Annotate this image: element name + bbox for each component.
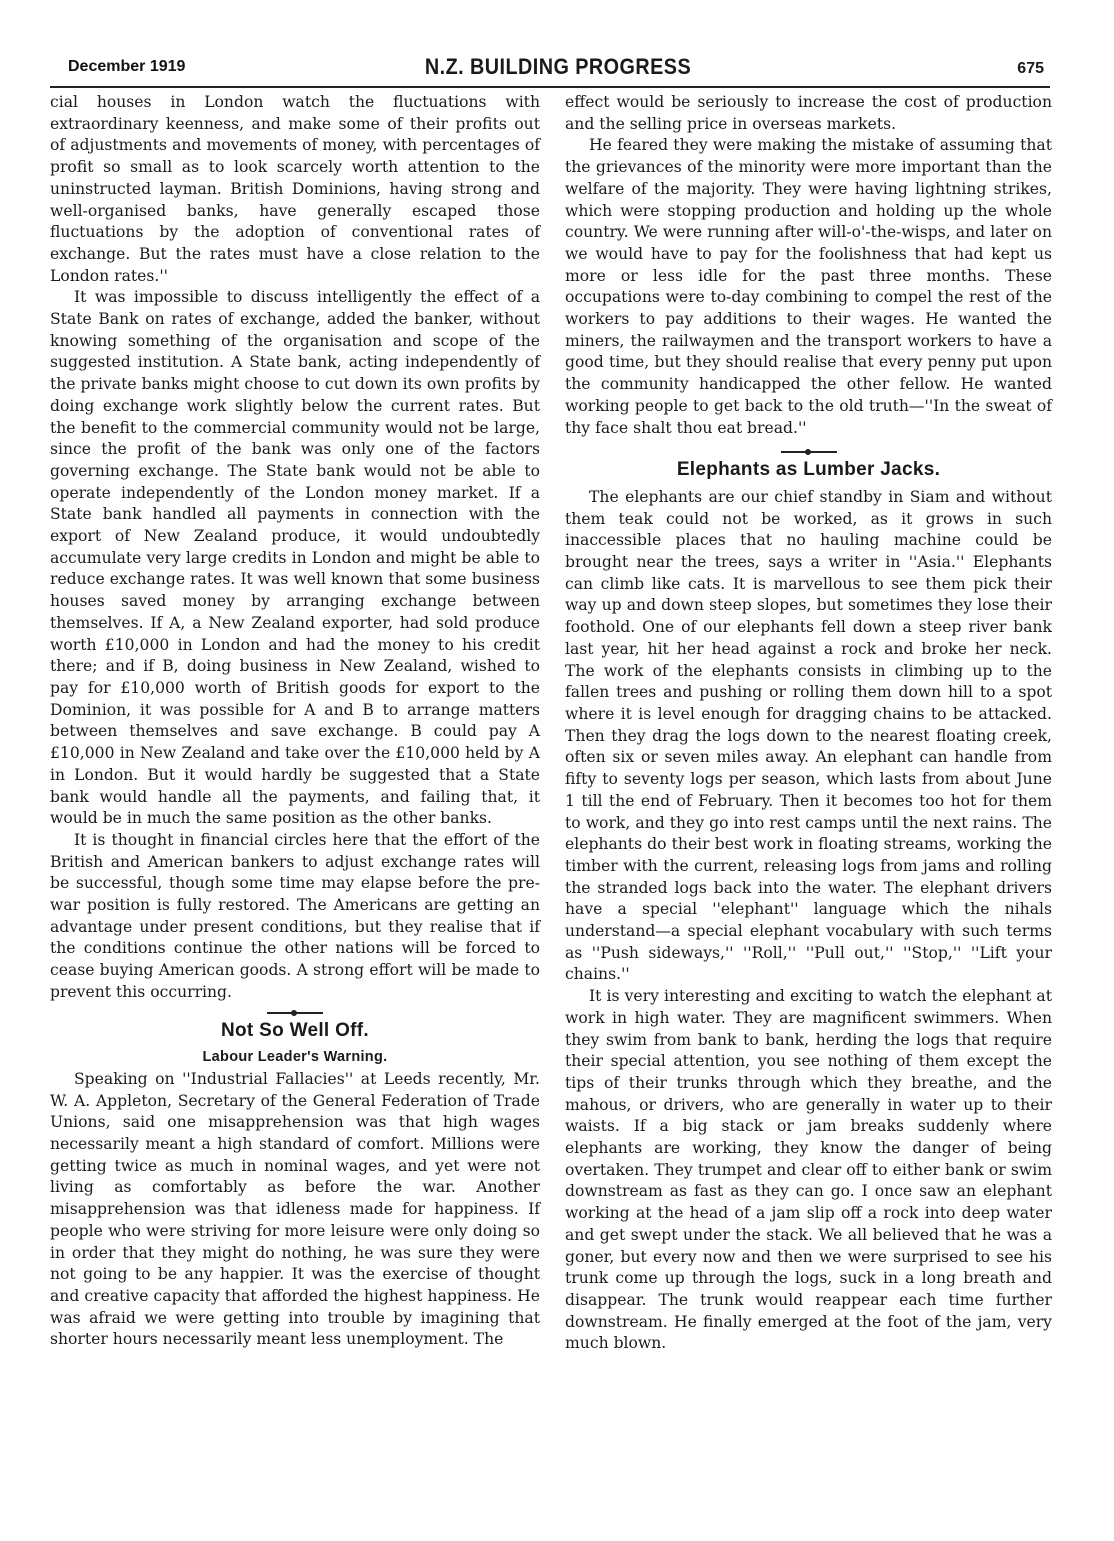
left-column [50, 92, 540, 1351]
right-column [565, 92, 1052, 1355]
paragraph: It is thought in financial circles here that the effort of the British and American bankers to adjust exchange rates will be successful, though some time may elapse before the pre-war position is fully restored. The Americans are getting an advantage under present conditions, but they realise that if the conditions continue the other nations will be forced to cease buying American goods. A strong effort will be made to prevent this occurring. [50, 830, 540, 1001]
section-divider [267, 1012, 323, 1014]
paragraph: Speaking on ''Industrial Fallacies'' at Leeds recently, Mr. W. A. Appleton, Secretary of the General Federation of Trade Unions, said one misapprehension was that high wages necessarily meant a high standard of comfort. Millions were getting twice as much in nominal wages, and yet were not living as comfortably as before the war. Another misapprehension was that idleness made for happiness. If people who were striving for more leisure were only doing so in order that they might do nothing, he was sure they were not going to be any happier. It was the exercise of thought and creative capacity that afforded the highest happiness. He was afraid we were getting into trouble by imagining that shorter hours necessarily meant less unemployment. The [50, 1069, 540, 1349]
paragraph: cial houses in London watch the fluctuations with extraordinary keenness, and make some of their profits out of adjustments and movements of money, with percentages of profit so small as to look scarcely worth attention to the uninstructed layman. British Dominions, having strong and well-organised banks, have generally escaped those fluctuations by the adoption of conventional rates of exchange. But the rates must have a close relation to the London rates.'' [50, 93, 540, 285]
section-title: Elephants as Lumber Jacks. [676, 459, 941, 481]
issue-date: December 1919 [68, 58, 186, 75]
header-rule [50, 86, 1050, 88]
section-divider [781, 451, 837, 453]
section-subheading: Labour Leader's Warning. [202, 1049, 388, 1066]
publication-title: N.Z. BUILDING PROGRESS [424, 54, 692, 79]
paragraph: He feared they were making the mistake of assuming that the grievances of the minority were more important than the welfare of the majority. They were having lightning strikes, which were stopping production and holding up the whole country. We were running after will-o'-the-wisps, and later on we would have to pay for the foolishness that had kept us more or less idle for the past three months. These occupations were to-day combining to compel the rest of the workers to pay additions to their wages. He wanted the miners, the railwaymen and the transport workers to have a good time, but they should realise that every penny put upon the community handicapped the other fellow. He wanted working people to get back to the old truth—''In the sweat of thy face shalt thou eat bread.'' [565, 136, 1052, 437]
paragraph: The elephants are our chief standby in Siam and without them teak could not be worked, as it grows in such inaccessible places that no hauling machine could be brought near the trees, says a writer in ''Asia.'' Elephants can climb like cats. It is marvellous to see them pick their way up and down steep slopes, but sometimes they lose their foothold. One of our elephants fell down a steep river bank last year, hit her head against a rock and broke her neck. The work of the elephants consists in climbing up to the fallen trees and pushing or rolling them down hill to a spot where it is level enough for dragging chains to be attacked. Then they drag the logs down to the nearest floating creek, often six or seven miles away. An elephant can handle from fifty to seventy logs per season, which lasts from about June 1 till the end of February. Then it becomes too hot for them to work, and they go into rest camps until the next rains. The elephants do their best work in floating streams, working the timber with the current, releasing logs from jams and rolling the stranded logs back into the water. The elephant drivers have a special ''elephant'' language which the nihals understand—a special elephant vocabulary with such terms as ''Push sideways,'' ''Roll,'' ''Pull out,'' ''Stop,'' ''Lift your chains.'' [565, 487, 1052, 984]
page-header [68, 54, 1048, 84]
paragraph: It is very interesting and exciting to watch the elephant at work in high water. They are magnificent swimmers. When they swim from bank to bank, herding the logs that require their special attention, you see nothing of them except the tips of their trunks through which they breathe, and the mahous, or drivers, who are generally in water up to their waists. If a big stack or jam breaks suddenly where elephants are working, they know the danger of being overtaken. They trumpet and clear off to either bank or swim downstream as fast as they can go. I once saw an elephant working at the head of a jam slip off a rock into deep water and get swept under the stack. We all believed that he was a goner, but every now and then we were surprised to see his trunk come up through the logs, suck in a long breath and disappear. The trunk would reappear each time further downstream. He finally emerged at the foot of the jam, very much blown. [565, 987, 1052, 1353]
page-number: 675 [1017, 60, 1044, 77]
section-title: Not So Well Off. [221, 1019, 369, 1041]
paragraph: It was impossible to discuss intelligently the effect of a State Bank on rates of exchange, added the banker, without knowing something of the organisation and scope of the suggested institution. A State bank, acting independently of the private banks might choose to cut down its own profits by doing exchange work slightly below the current rates. But the benefit to the commercial community would not be large, since the profit of the bank was only one of the factors governing exchange. The State bank would not be able to operate independently of the London money market. If a State bank handled all payments in connection with the export of New Zealand produce, it would undoubtedly accumulate very large credits in London and might be able to reduce exchange rates. It was well known that some business houses saved money by arranging exchange between themselves. If A, a New Zealand exporter, had sold produce worth £10,000 in London and had the money to his credit there; and if B, doing business in New Zealand, wished to pay for £10,000 worth of British goods for export to the Dominion, it was possible for A and B to arrange matters between themselves and save exchange. B could pay A £10,000 in New Zealand and take over the £10,000 held by A in London. But it would hardly be suggested that a State bank would handle all the payments, and failing that, it would be in much the same position as the other banks. [50, 288, 540, 828]
paragraph: effect would be seriously to increase the cost of production and the selling price in overseas markets. [565, 93, 1052, 133]
